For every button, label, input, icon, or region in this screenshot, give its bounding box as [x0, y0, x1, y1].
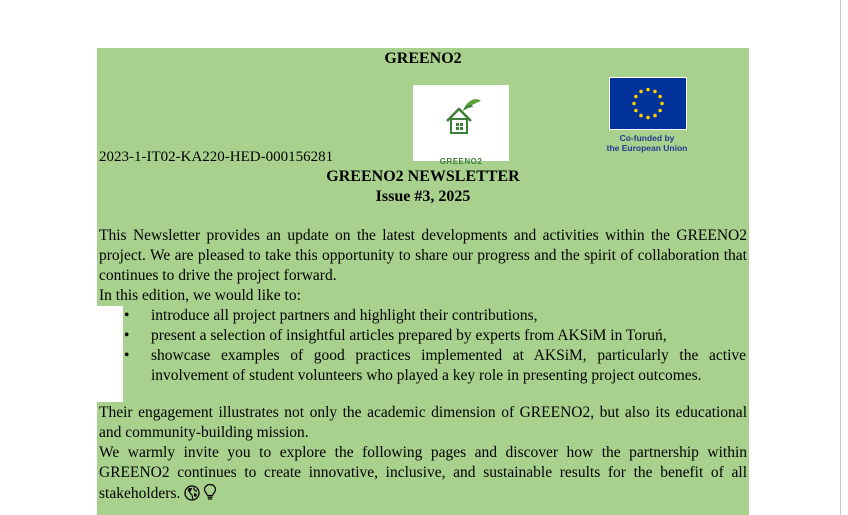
- bullet-text: introduce all project partners and highlight their contributions,: [151, 307, 538, 324]
- newsletter-title: GREENO2 NEWSLETTER: [326, 168, 520, 185]
- greeno2-logo-text: GREENO2: [439, 157, 483, 166]
- eu-label-line1: Co-funded by: [619, 133, 675, 143]
- bullet-dot-icon: •: [124, 307, 130, 324]
- bullet-text: showcase examples of good practices implemented at AKSiM, particularly the active involvement of student volunteers who played a key role in presenting project outcomes.: [151, 347, 746, 384]
- project-code: 2023-1-IT02-KA220-HED-000156281: [99, 149, 334, 165]
- eu-cofunded-label: [587, 133, 707, 153]
- closing-paragraph: [99, 443, 747, 507]
- lightbulb-icon: [203, 483, 217, 501]
- intro-paragraph: This Newsletter provides an update on the latest developments and activities within the GREENO2 project. We are pleased to take this opportunity to share our progress and the spirit of collaboration that continues to drive the project forward.: [99, 227, 747, 284]
- newsletter-page: [97, 48, 749, 515]
- bullet-gutter: [97, 306, 123, 402]
- engagement-paragraph: Their engagement illustrates not only the academic dimension of GREENO2, but also its educational and community-building mission.: [99, 404, 747, 441]
- eu-flag-icon: [609, 77, 687, 130]
- greeno2-logo: [413, 85, 509, 166]
- closing-icons: [184, 483, 217, 507]
- eu-label-line2: the European Union: [606, 143, 688, 153]
- bullet-dot-icon: •: [124, 327, 130, 344]
- issue-number: Issue #3, 2025: [375, 188, 471, 205]
- document-title: GREENO2: [384, 50, 462, 67]
- closing-text: We warmly invite you to explore the following pages and discover how the partnership within GREENO2 continues to create innovative, inclusive, and sustainable results for the benefit of all stakeholders.: [99, 444, 747, 502]
- edition-lead: In this edition, we would like to:: [99, 287, 301, 304]
- bullet-text: present a selection of insightful articles prepared by experts from AKSiM in Toruń,: [151, 327, 667, 344]
- greeno2-house-logo-icon: [413, 85, 509, 161]
- bullet-dot-icon: •: [124, 347, 130, 364]
- globe-icon: [184, 485, 200, 501]
- page-edge-divider: [840, 0, 841, 515]
